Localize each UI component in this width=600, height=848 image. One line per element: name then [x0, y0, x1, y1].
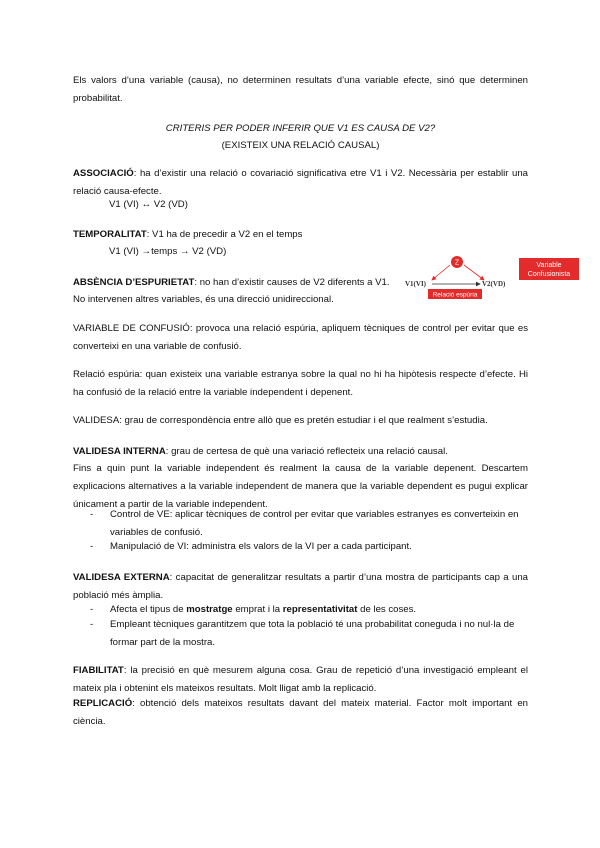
intro-paragraph: Els valors d’una variable (causa), no determinen resultats d’una variable efecte, sinó que determinen probabilitat. — [73, 75, 528, 104]
validesa-interna-text: : grau de certesa de què una variació reflecteix una relació causal. — [165, 446, 448, 457]
confusionista-label-2: Confusionista — [527, 271, 571, 278]
absencia-paragraph — [73, 274, 403, 292]
validesa-externa-paragraph — [73, 569, 528, 605]
arrow-z-to-v1 — [432, 265, 450, 280]
associacio-formula: V1 (VI) ↔ V2 (VD) — [109, 199, 188, 210]
list-item-text: Empleant tècniques garantitzem que tota la població té una probabilitat coneguda i no nul·la de formar part de la mostra. — [110, 619, 515, 648]
bullet-dash: - — [90, 541, 94, 552]
spurious-relation-diagram — [402, 256, 582, 302]
validesa-externa-text: : capacitat de generalitzar resultats a partir d’una mostra de participants cap a una població més àmplia. — [73, 572, 528, 601]
relacio-espuria-paragraph: Relació espúria: quan existeix una variable estranya sobre la qual no hi ha hipòtesis respecte d’efecte. Hi ha confusió de la relació entre la variable independent i depenent. — [73, 369, 528, 398]
confusionista-label-1: Variable — [536, 262, 562, 269]
bullet-dash: - — [90, 509, 94, 520]
validesa-paragraph: VALIDESA: grau de correspondència entre allò que es pretén estudiar i el que realment s’estudia. — [73, 415, 488, 426]
validesa-interna-term: VALIDESA INTERNA — [73, 446, 166, 457]
replicacio-term: REPLICACIÓ — [73, 698, 133, 709]
validesa-interna-heading — [73, 443, 528, 461]
temporalitat-term: TEMPORALITAT — [73, 229, 147, 240]
fiabilitat-paragraph — [73, 662, 528, 698]
espuria-label: Relació espúria — [432, 291, 478, 299]
bullet-dash: - — [90, 619, 94, 630]
absencia-text: : no han d’existir causes de V2 diferents a V1. — [194, 277, 390, 288]
list-item-text: Manipulació de VI: administra els valors de la VI per a cada participant. — [110, 541, 412, 552]
fiabilitat-text: : la precisió en què mesurem alguna cosa. Grau de repetició d’una investigació empleant el mateix pla i obtenint els mateixos resultats. Molt lligat amb la replicació. — [73, 665, 528, 694]
replicacio-text: : obtenció dels mateixos resultats davant del mateix material. Factor molt important en ciència. — [73, 698, 528, 727]
criteria-title: CRITERIS PER PODER INFERIR QUE V1 ES CAUSA DE V2? — [165, 123, 436, 134]
list-item-text: Afecta el tipus de mostratge emprat i la representativitat de les coses. — [110, 604, 417, 615]
validesa-externa-term: VALIDESA EXTERNA — [73, 572, 170, 583]
temporalitat-formula: V1 (VI) →temps → V2 (VD) — [109, 246, 227, 257]
replicacio-paragraph — [73, 695, 528, 731]
associacio-text: : ha d’existir una relació o covariació significativa etre V1 i V2. Necessària per establir una relació causa-efecte. — [73, 168, 528, 197]
v1-label: V1(VI) — [405, 280, 426, 288]
z-label: Z — [454, 259, 460, 267]
list-item-text: Control de VE: aplicar tècniques de control per evitar que variables estranyes es converteixin en variables de confusió. — [110, 509, 519, 538]
validesa-interna-paragraph: Fins a quin punt la variable independent és realment la causa de la variable depenent. Descartem explicacions alternatives a la variable independent de manera que la variable dependent es pugui explicar únicament a partir de la variable independent. — [73, 463, 528, 510]
temporalitat-paragraph — [73, 226, 528, 244]
absencia-term: ABSÈNCIA D’ESPURIETAT — [73, 277, 195, 288]
associacio-term: ASSOCIACIÓ — [73, 168, 134, 179]
bullet-dash: - — [90, 604, 94, 615]
temporalitat-text: : V1 ha de precedir a V2 en el temps — [146, 229, 303, 240]
v2-label: V2(VD) — [482, 280, 506, 288]
variable-confusio-paragraph: VARIABLE DE CONFUSIÓ: provoca una relació espúria, apliquem tècniques de control per evitar que es converteixi en una variable de confusió. — [73, 323, 528, 352]
absencia-line2: No intervenen altres variables, és una direcció unidireccional. — [73, 294, 334, 305]
arrow-z-to-v2 — [464, 265, 484, 280]
fiabilitat-term: FIABILITAT — [73, 665, 124, 676]
criteria-subtitle: (EXISTEIX UNA RELACIÓ CAUSAL) — [221, 140, 380, 151]
